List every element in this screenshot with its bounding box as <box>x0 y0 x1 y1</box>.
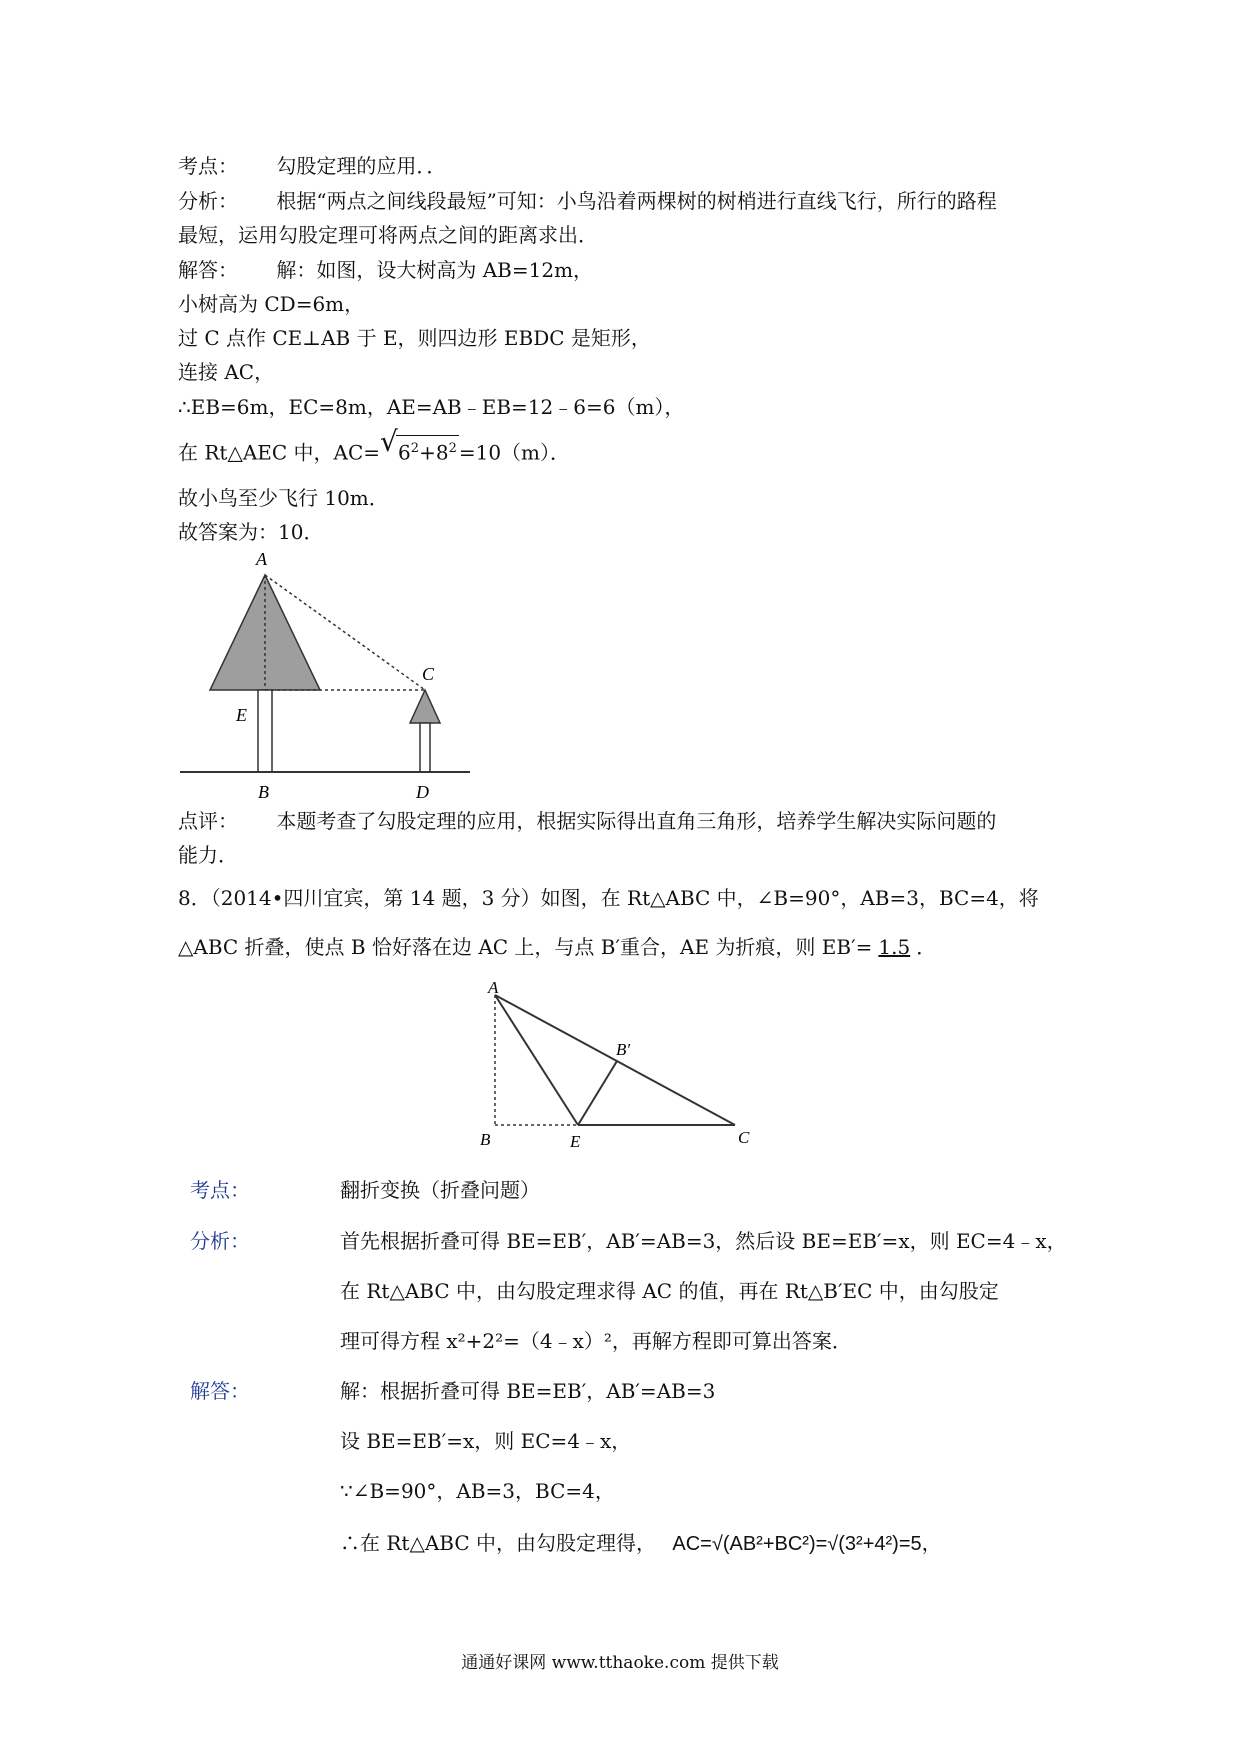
q8-answer: 1.5 <box>878 935 911 959</box>
solution-line-5: ∴EB=6m，EC=8m，AE=AB﹣EB=12﹣6=6（m）， <box>178 395 685 419</box>
jieda-text-1: 解：如图，设大树高为 AB=12m， <box>276 258 594 282</box>
eb-prime-side <box>578 1061 617 1125</box>
fenxi2-label: 分析： <box>190 1229 250 1253</box>
radicand-a: 6 <box>398 440 411 465</box>
label-a2: A <box>488 978 499 997</box>
solution-line-4: 连接 AC， <box>178 360 275 384</box>
jieda-row <box>178 257 593 283</box>
jieda2-label: 解答： <box>190 1379 250 1403</box>
q8-line-2-post: ． <box>916 935 937 959</box>
label-a: A <box>256 549 267 569</box>
fenxi-label: 分析： <box>178 189 238 213</box>
dianping-label: 点评： <box>178 809 238 833</box>
fenxi2-text-1: 首先根据折叠可得 BE=EB′，AB′=AB=3，然后设 BE=EB′=x，则 EC=4﹣x， <box>340 1229 1067 1253</box>
triangle-figure <box>470 975 770 1150</box>
fenxi2-text-2: 在 Rt△ABC 中，由勾股定理求得 AC 的值，再在 Rt△B′EC 中，由勾股定 <box>340 1279 999 1303</box>
big-tree-trunk <box>258 690 272 772</box>
kaodian2-text: 翻折变换（折叠问题） <box>340 1178 540 1202</box>
page-footer: 通通好课网 www.tthaoke.com 提供下载 <box>461 1653 779 1673</box>
jieda2-text-4 <box>340 1530 942 1557</box>
ac-formula: AC=√(AB²+BC²)=√(3²+4²)=5， <box>672 1533 942 1555</box>
label-d: D <box>416 782 429 802</box>
sqrt-expression: √ $6^2+8^2$ <box>382 435 459 466</box>
small-tree-trunk <box>420 723 430 772</box>
fenxi-text-2: 最短，运用勾股定理可将两点之间的距离求出． <box>178 223 598 247</box>
q8-line-1: 8．（2014•四川宜宾，第 14 题，3 分）如图，在 Rt△ABC 中，∠B=90°，AB=3，BC=4，将 <box>178 886 1039 910</box>
jieda2-text-4-pre: ∴在 Rt△ABC 中，由勾股定理得， <box>340 1531 657 1555</box>
solution-line-2: 小树高为 CD=6m， <box>178 292 365 316</box>
solution-line-7: 故小鸟至少飞行 10m． <box>178 486 389 510</box>
ae-crease <box>495 995 578 1125</box>
label-e2: E <box>570 1132 581 1150</box>
kaodian-label: 考点： <box>178 154 238 178</box>
kaodian-text: 勾股定理的应用．． <box>276 154 447 178</box>
label-b2: B <box>480 1130 491 1149</box>
kaodian-row <box>178 153 446 179</box>
label-e: E <box>236 705 247 725</box>
q8-line-2-pre: △ABC 折叠，使点 B 恰好落在边 AC 上，与点 B′重合，AE 为折痕，则 EB′= <box>178 935 873 959</box>
fenxi2-text-3: 理可得方程 x²+2²=（4﹣x）²，再解方程即可算出答案． <box>340 1329 852 1353</box>
small-tree-crown <box>410 690 440 723</box>
solution-line-8: 故答案为：10． <box>178 520 324 544</box>
jieda2-text-1: 解：根据折叠可得 BE=EB′，AB′=AB=3 <box>340 1379 716 1403</box>
jieda2-text-2: 设 BE=EB′=x，则 EC=4﹣x， <box>340 1429 632 1453</box>
radicand-b: 8 <box>435 440 449 465</box>
solution-line-6-post: =10（m）． <box>458 440 571 465</box>
kaodian2-label: 考点： <box>190 1178 250 1202</box>
ac-side <box>495 995 735 1125</box>
label-b: B <box>258 782 269 802</box>
fenxi-row <box>178 188 997 214</box>
jieda-label: 解答： <box>178 258 238 282</box>
dianping-row <box>178 808 996 834</box>
jieda2-text-3: ∵∠B=90°，AB=3，BC=4， <box>340 1479 615 1503</box>
label-c2: C <box>738 1128 750 1147</box>
label-c: C <box>422 664 435 684</box>
q8-line-2 <box>178 934 936 960</box>
solution-line-6-pre: 在 Rt△AEC 中，AC= <box>178 440 381 465</box>
solution-line-6 <box>178 435 570 466</box>
label-b-prime: B′ <box>616 1040 631 1059</box>
dianping-text-1: 本题考查了勾股定理的应用，根据实际得出直角三角形，培养学生解决实际问题的 <box>276 809 997 833</box>
fenxi-text-1: 根据“两点之间线段最短”可知：小鸟沿着两棵树的树梢进行直线飞行，所行的路程 <box>276 189 997 213</box>
tree-figure <box>170 545 490 805</box>
solution-line-3: 过 C 点作 CE⊥AB 于 E，则四边形 EBDC 是矩形， <box>178 326 651 350</box>
dianping-text-2: 能力． <box>178 843 238 867</box>
